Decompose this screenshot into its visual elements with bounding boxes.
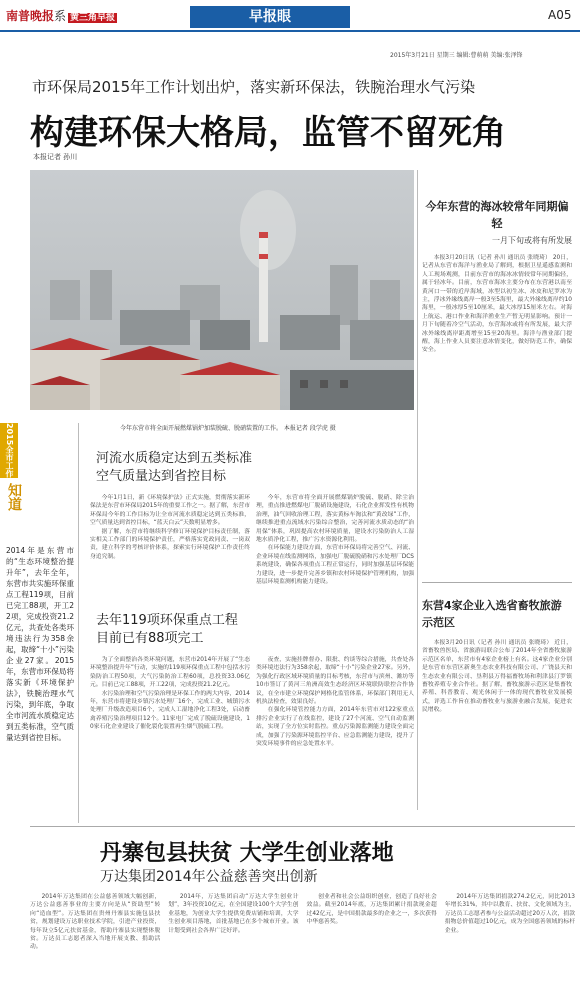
right-story2 [422, 597, 572, 789]
section2-column-right [256, 656, 414, 821]
section2-heading [96, 612, 326, 648]
sidebar-divider [78, 423, 79, 823]
section1-subtitle: 空气质量达到省控目标 [96, 469, 227, 484]
section1-heading [96, 450, 326, 486]
photo-caption: 今年东营市将全面开展燃煤锅炉加装脱硫、脱硝装置的工作。 本报记者 段学虎 摄 [120, 425, 336, 432]
bottom-story-column: 2014年，万达集团启动“万达大学生创业计划”，3年投资10亿元，在全国建设100个大学生创业基地，为创业大学生提供免费店铺和培训，大学生创业项目落地，首批基地已在多个城市开业。该计划受到社会各界广泛好评。 [168, 894, 299, 934]
lead-subtitle: 市环保局2015年工作计划出炉，落实新环保法，铁腕治理水气污染 [32, 78, 476, 96]
bottom-story-subtitle: 万达集团2014年公益慈善突出创新 [100, 869, 318, 885]
page-number: A05 [548, 8, 572, 22]
section-rubric: 早报眼 [190, 6, 350, 28]
section2-para: 在强化环境管控能力方面，2014年东营市对122家重点排污企业实行了在线监控，建设了27个河流、空气自动监测站，实现了全方位实时监控。重点污染源监测能力建设全面完成，加强了污染源环境监控平台、应急监测能力建设，提升了突发环境事件的应急处置水平。 [256, 707, 414, 748]
page-header [0, 0, 580, 30]
right-story-divider [422, 582, 572, 583]
section1-para: 据了解，东营市将继续科学修订环境保护目标责任制，落实相关工作部门的环境保护责任，严格落实党政同责、一岗双责，建立科学的考核评价体系，探索实行环境保护工作责任终身追究制。 [90, 528, 250, 560]
section1-column-right [256, 494, 414, 604]
header-rule [0, 30, 580, 32]
right-story1-title: 今年东营的海冰较常年同期偏轻 [425, 200, 569, 230]
lead-headline: 构建环保大格局，监管不留死角 [30, 113, 506, 153]
section2-title: 去年119项环保重点工程 [96, 613, 238, 628]
right-story2-title: 东营4家企业入选省畜牧旅游示范区 [422, 599, 562, 629]
bottom-story-column: 2014年万达集团在公益慈善领域大幅创新，万达公益慈善事业的主要方向是从“资助型”转向“造血型”。万达集团在贵州丹寨县实施包县扶贫，规划建设万达职业技术学院，引进产业投资，每年设立5亿元扶贫基金，帮助丹寨县实现整体脱贫。万达员工志愿者深入当地开展支教、捐助活动。 [30, 894, 161, 951]
section1-para: 今年1月1日，新《环境保护法》正式实施，贯彻落实新环保法是东营市环保局2015年的重要工作之一。据了解，东营市环保局今年的工作目标为让全市河流水质稳定达到五类标准，空气质量达到省控目标，“蓝天白云”天数明显增多。 [90, 495, 250, 527]
right-column-divider [417, 170, 418, 810]
section2-subtitle: 目前已有88项完工 [96, 631, 204, 646]
section2-para: 水污染治理和空气污染治理是环保工作的两大内容，2014年，东营市将建设乡镇污水处理厂16个，完成工业、城镇污水处理厂升级改造项目6个，完成人工湿地净化工程3处，启动畜禽养殖污染治理项目12个。11家电厂完成了脱硫设施建设，10家石化企业建设了催化裂化装置再生烟气脱硫工程。 [90, 690, 250, 731]
newspaper-logo: 南普晚报系 黄三角早报 [6, 9, 116, 23]
right-story2-body: 本报3月20日讯（记者 孙川 通讯员 张晓琦） 近日，省畜牧兽医局、省旅游局联合公布了2014年全省畜牧旅游示范区名单，东营市有4家企业榜上有名。这4家企业分别是东营市东营区新奥生态农业科技有限公司、广饶县天和生态农业有限公司、垦利县万得福畜牧场和利津县汀罗镇畜牧养殖专业合作社。据了解，畜牧旅游示范区是集畜牧养殖、科普教育、观光休闲于一体的现代畜牧业发展模式，评选工作旨在推动畜牧业与旅游业融合发展，促进农民增收。 [422, 640, 572, 714]
bottom-story-column: 2014年万达集团捐款274.2亿元，同比2013年增长31%，其中以教育、扶贫、文化领域为主，万达员工志愿者参与公益活动超过20万人次，捐款捐物总价值超过10亿元，成为全国慈善领域的标杆企业。 [444, 894, 575, 934]
section2-column-left [90, 656, 250, 821]
lead-byline: 本报记者 孙川 [33, 153, 78, 161]
right-story1 [422, 198, 572, 574]
sidebar-band: 2015全市工作 [0, 423, 18, 478]
section1-para: 今年，东营市将全面开展燃煤锅炉脱硫、脱硝、除尘治理，重点推进燃煤电厂脱硝设施建设，石化企业挥发性有机物治理，油气回收治理工程，落实黄标车淘汰和“黄改绿”工作，继续推进重点流域水污染综合整治，完善河流水质动态的“治用保”体系，巩固提高农村环境质量，建设水污染防治人工湿地水质净化工程，推广污水资源化利用。 [256, 495, 414, 544]
section1-title: 河流水质稳定达到五类标准 [96, 451, 253, 466]
city-smokestack-photo [30, 170, 414, 410]
dateline: 2015年3月21日 星期三 编辑:曹萌萌 美编:张泽锋 [390, 52, 523, 59]
bottom-story-title: 丹寨包县扶贫 大学生创业落地 [100, 841, 394, 866]
right-column [422, 170, 572, 789]
section2-para: 夜查，实施挂牌督办、限批、约谈等综合措施，共查处各类环境违法行为358余起，取缔“十小”污染企业27家。另外，为强化行政区域环境质量的目标考核，东营市与滨州、潍坊等10市签订了黄河三角洲高效生态经济区环境联防联控合作协议，在全市建立环境保护网格化监管体系，环保部门利用无人机执法检查，效果良好。 [256, 657, 414, 706]
bottom-story-rule [30, 826, 575, 827]
bottom-story-body [30, 893, 575, 979]
section2-para: 为了全面整治各类环境问题，东营市2014年开展了“生态环境整治提升年”行动，实施的119项环保重点工程中包括水污染防治工程50项，大气污染防治工程60项，总投资33.06亿元。目前已完工88项，开工22项，完成投资21.2亿元。 [90, 657, 250, 689]
section1-column-left [90, 494, 250, 604]
sidebar-body: 2014年是东营市的“生态环境整治提升年”，去年全年，东营市共实施环保重点工程119项，目前已完工88项，开工22项，完成投资21.2亿元，共查处各类环境违法行为358余起，取缔“十小”污染企业27家。2015年，东营市环保局将落实新《环境保护法》，铁腕治理水气污染，到年底，争取全市河流水质稳定达到五类标准，空气质量达到省控目标。 [6, 546, 74, 742]
bottom-story-column: 创业者和社会公益组织创业，创造了良好社会效益。截至2014年底，万达集团累计捐款现金超过42亿元，是中国捐款最多的企业之一，多次获得中华慈善奖。 [306, 894, 437, 926]
section1-para: 在环保能力建设方面，东营市环保局将完善空气、河流、企业环境在线监测网络，加强电厂脱硫脱硝和污水处理厂DCS系统建设，确保各项重点工程正常运行，同时加强基层环保能力建设，进一步提升完善乡镇和农村环境保护管理机构，加强基层环境监测机构能力建设。 [256, 545, 414, 586]
lead-photo [30, 170, 414, 410]
sidebar-title: 知道 [6, 483, 22, 511]
right-story1-body: 本报3月20日讯（记者 孙川 通讯员 张晓琦） 20日，记者从东营市海洋与渔业局了解到，根据卫星遥感监测和人工现场观测，目前东营市的海冰冰情较常年同期偏轻，属于轻冰年。目前，东营市海冰主要分布在东营港以南至黄河口一带的近岸海域，冰型以初生冰、冰皮和尼罗冰为主，浮冰外缘线离岸一般3至5海里，最大外缘线离岸约10海里，一般冰厚5至10厘米，最大冰厚15厘米左右。对海上航运、港口作业和海洋渔业生产暂无明显影响。预计一月下旬随着冷空气活动，东营海冰或将有所发展，最大浮冰外缘线离岸距离增至15至20海里。海洋与渔业部门提醒，海上作业人员要注意冰情变化，做好防范工作，确保安全。 [422, 255, 572, 354]
right-story1-subtitle: 一月下旬或将有所发展 [492, 236, 572, 245]
